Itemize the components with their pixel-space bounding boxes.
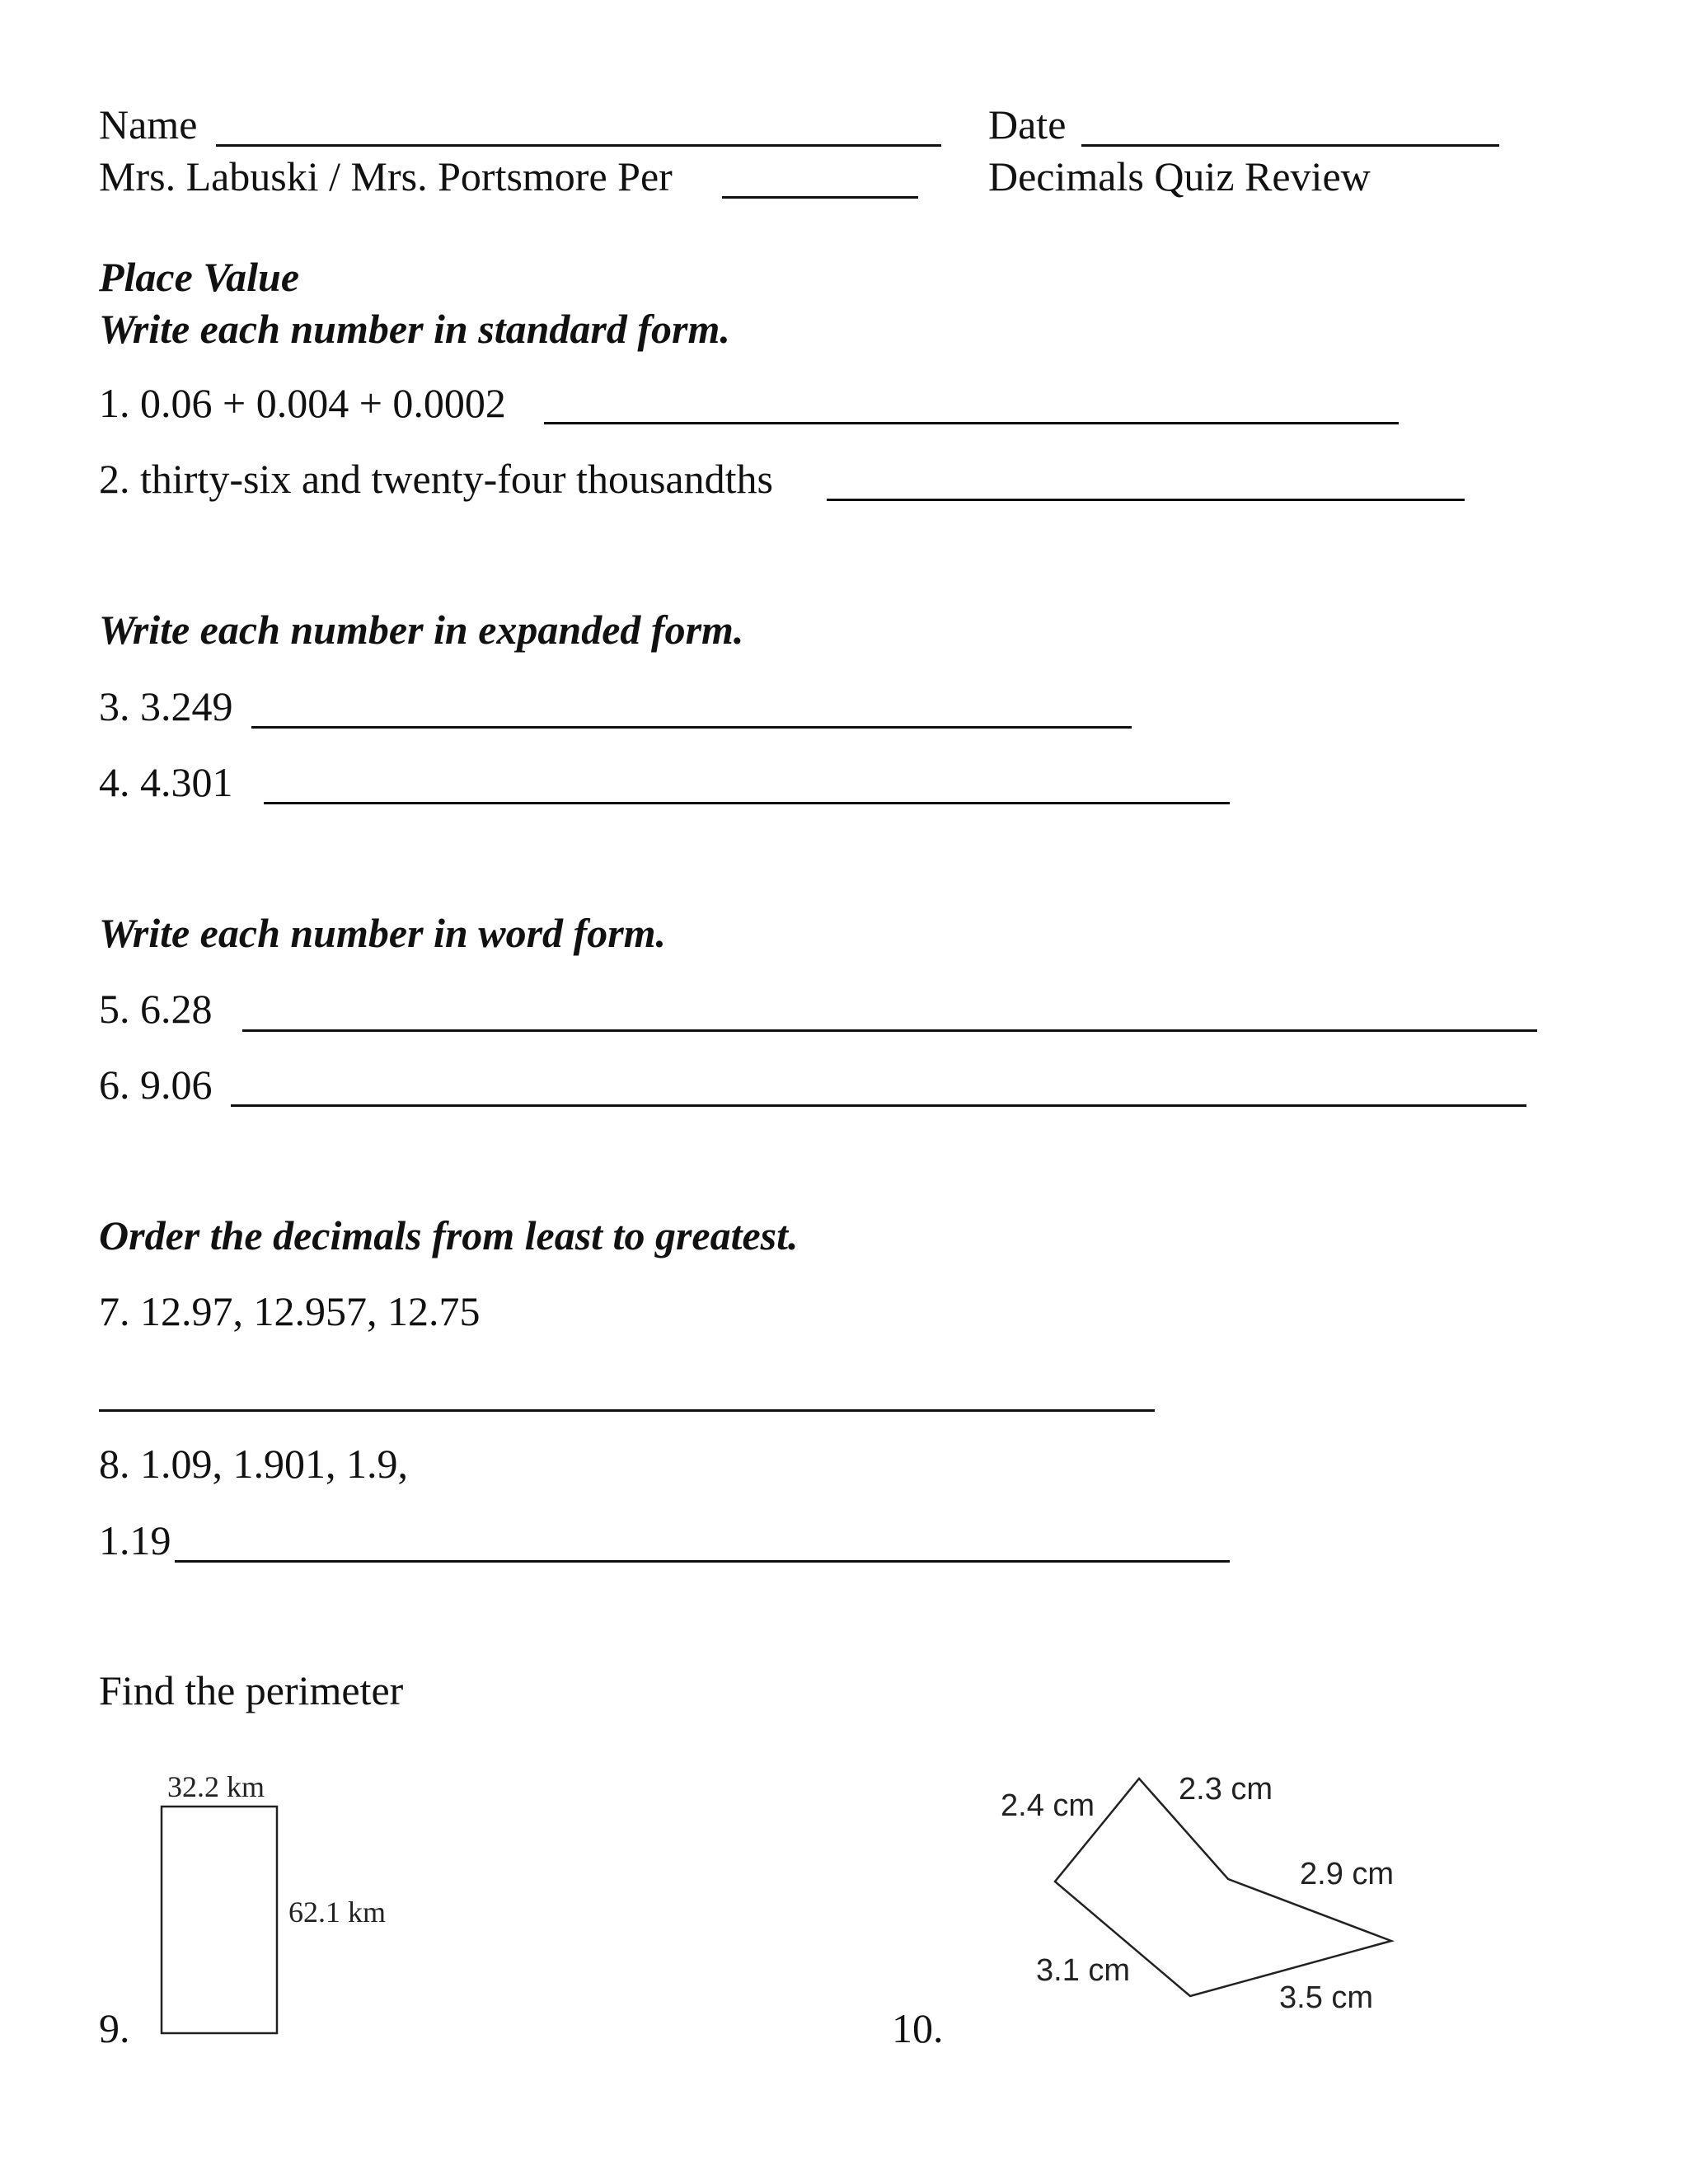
question-4: 4. 4.301 xyxy=(99,759,233,805)
name-answer-line[interactable] xyxy=(216,144,941,147)
question-2: 2. thirty-six and twenty-four thousandths xyxy=(99,456,773,502)
polygon-side-label-5: 3.5 cm xyxy=(1279,1980,1374,2015)
question-8-line-1: 8. 1.09, 1.901, 1.9, xyxy=(99,1441,408,1487)
instruction-standard-form: Write each number in standard form. xyxy=(99,306,730,352)
date-label: Date xyxy=(988,101,1067,148)
instruction-order-decimals: Order the decimals from least to greatest. xyxy=(99,1212,799,1258)
question-1: 1. 0.06 + 0.004 + 0.0002 xyxy=(99,380,506,426)
instruction-find-perimeter: Find the perimeter xyxy=(99,1667,404,1713)
question-7: 7. 12.97, 12.957, 12.75 xyxy=(99,1288,481,1334)
name-label: Name xyxy=(99,101,198,148)
rectangle-shape xyxy=(162,1807,277,2033)
polygon-side-label-1: 2.4 cm xyxy=(1001,1788,1095,1823)
question-10-number: 10. xyxy=(892,2005,944,2051)
question-5-answer-line[interactable] xyxy=(242,1029,1537,1032)
question-4-answer-line[interactable] xyxy=(264,802,1230,804)
polygon-side-label-2: 2.3 cm xyxy=(1179,1772,1273,1807)
rectangle-height-label: 62.1 km xyxy=(288,1896,387,1929)
date-answer-line[interactable] xyxy=(1081,144,1499,147)
question-6-answer-line[interactable] xyxy=(231,1104,1526,1107)
question-2-answer-line[interactable] xyxy=(827,499,1465,501)
polygon-side-label-4: 3.1 cm xyxy=(1036,1953,1131,1988)
question-5: 5. 6.28 xyxy=(99,986,213,1032)
quiz-title: Decimals Quiz Review xyxy=(988,153,1371,199)
section-heading-place-value: Place Value xyxy=(99,254,300,300)
question-6: 6. 9.06 xyxy=(99,1062,213,1108)
instruction-word-form: Write each number in word form. xyxy=(99,910,667,956)
question-9-number: 9. xyxy=(99,2005,130,2051)
rectangle-width-label: 32.2 km xyxy=(167,1770,265,1803)
polygon-side-label-3: 2.9 cm xyxy=(1300,1857,1395,1891)
question-7-answer-line[interactable] xyxy=(99,1409,1155,1412)
instruction-expanded-form: Write each number in expanded form. xyxy=(99,607,744,653)
question-1-answer-line[interactable] xyxy=(544,422,1399,424)
question-8-answer-line[interactable] xyxy=(175,1560,1230,1563)
period-answer-line[interactable] xyxy=(722,196,918,199)
question-8-line-2: 1.19 xyxy=(99,1517,171,1563)
question-3: 3. 3.249 xyxy=(99,683,233,729)
teachers-period-label: Mrs. Labuski / Mrs. Portsmore Per xyxy=(99,153,673,199)
question-3-answer-line[interactable] xyxy=(251,726,1132,729)
